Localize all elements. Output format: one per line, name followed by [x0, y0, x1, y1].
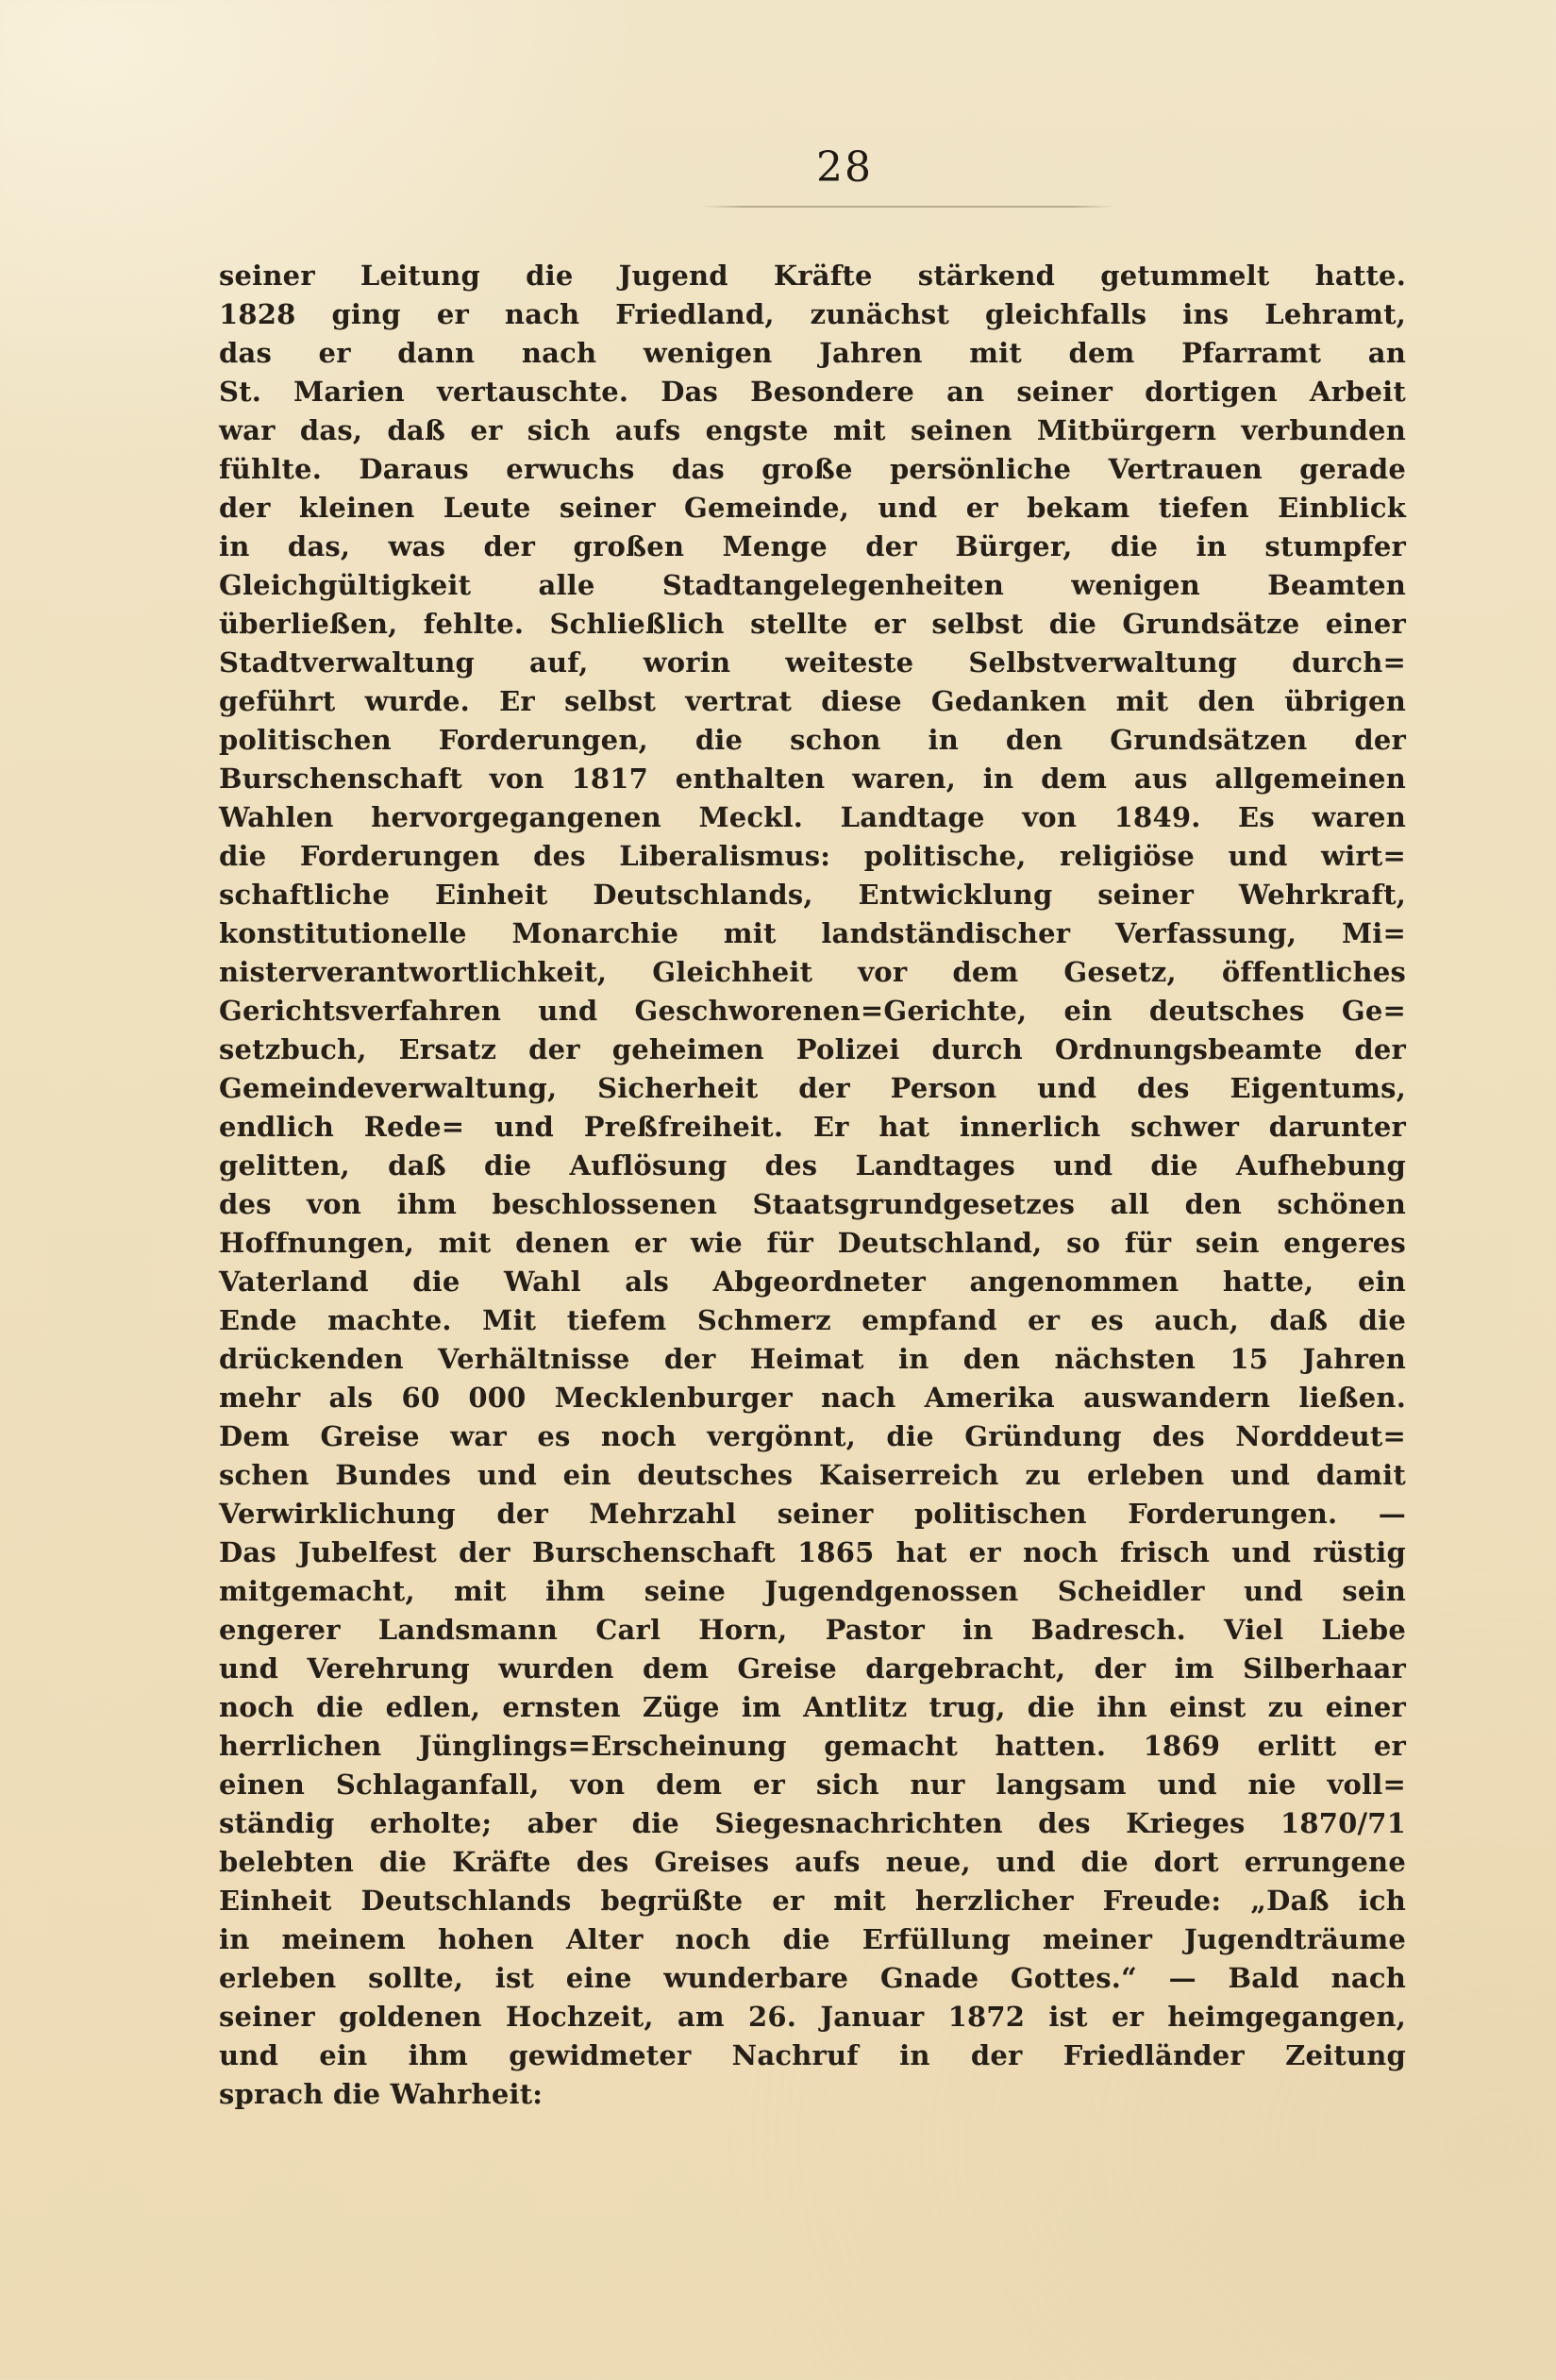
text-line: mehr als 60 000 Mecklenburger nach Amerika auswandern ließen. [219, 1382, 1406, 1414]
text-line: der kleinen Leute seiner Gemeinde, und er bekam tiefen Einblick [219, 492, 1406, 524]
text-line: des von ihm beschlossenen Staatsgrundgesetzes all den schönen [219, 1188, 1406, 1220]
text-line: seiner Leitung die Jugend Kräfte stärkend getummelt hatte. [219, 260, 1406, 292]
text-line: 1828 ging er nach Friedland, zunächst gleichfalls ins Lehramt, [219, 298, 1406, 330]
text-line: war das, daß er sich aufs engste mit seinen Mitbürgern verbunden [219, 414, 1406, 446]
text-line: drückenden Verhältnisse der Heimat in den nächsten 15 Jahren [219, 1343, 1406, 1375]
text-line: Wahlen hervorgegangenen Meckl. Landtage von 1849. Es waren [219, 801, 1406, 833]
text-line: politischen Forderungen, die schon in den Grundsätzen der [219, 724, 1406, 756]
text-line: fühlte. Daraus erwuchs das große persönliche Vertrauen gerade [219, 453, 1406, 485]
text-line: nisterverantwortlichkeit, Gleichheit vor dem Gesetz, öffentliches [219, 956, 1406, 988]
text-line: das er dann nach wenigen Jahren mit dem Pfarramt an [219, 337, 1406, 369]
body-text [219, 257, 1406, 2114]
text-line: gelitten, daß die Auflösung des Landtages und die Aufhebung [219, 1149, 1406, 1182]
text-line: belebten die Kräfte des Greises aufs neue, und die dort errungene [219, 1846, 1406, 1878]
text-line: Dem Greise war es noch vergönnt, die Gründung des Norddeut= [219, 1420, 1406, 1452]
text-line: setzbuch, Ersatz der geheimen Polizei durch Ordnungsbeamte der [219, 1033, 1406, 1065]
page-number-rule [702, 206, 1114, 208]
text-line: Gleichgültigkeit alle Stadtangelegenheiten wenigen Beamten [219, 569, 1406, 601]
text-line: konstitutionelle Monarchie mit landständischer Verfassung, Mi= [219, 917, 1406, 949]
text-line: einen Schlaganfall, von dem er sich nur langsam und nie voll= [219, 1768, 1406, 1801]
text-line: Hoffnungen, mit denen er wie für Deutschland, so für sein engeres [219, 1227, 1406, 1259]
text-line: die Forderungen des Liberalismus: politische, religiöse und wirt= [219, 840, 1406, 872]
text-line: Gerichtsverfahren und Geschworenen=Gerichte, ein deutsches Ge= [219, 995, 1406, 1027]
text-line: noch die edlen, ernsten Züge im Antlitz trug, die ihn einst zu einer [219, 1691, 1406, 1723]
text-line: Verwirklichung der Mehrzahl seiner politischen Forderungen. — [219, 1498, 1406, 1530]
text-line: mitgemacht, mit ihm seine Jugendgenossen Scheidler und sein [219, 1575, 1406, 1607]
text-line: herrlichen Jünglings=Erscheinung gemacht hatten. 1869 erlitt er [219, 1730, 1406, 1762]
text-line: Ende machte. Mit tiefem Schmerz empfand er es auch, daß die [219, 1304, 1406, 1336]
page-number: 28 [816, 143, 873, 192]
text-line: überließen, fehlte. Schließlich stellte er selbst die Grundsätze einer [219, 608, 1406, 640]
text-line: endlich Rede= und Preßfreiheit. Er hat innerlich schwer darunter [219, 1111, 1406, 1143]
text-line: Das Jubelfest der Burschenschaft 1865 hat er noch frisch und rüstig [219, 1536, 1406, 1568]
text-line: Burschenschaft von 1817 enthalten waren, in dem aus allgemeinen [219, 763, 1406, 795]
text-line: seiner goldenen Hochzeit, am 26. Januar 1872 ist er heimgegangen, [219, 2001, 1406, 2033]
text-line: und Verehrung wurden dem Greise dargebracht, der im Silberhaar [219, 1652, 1406, 1684]
text-line: engerer Landsmann Carl Horn, Pastor in Badresch. Viel Liebe [219, 1614, 1406, 1646]
text-line: erleben sollte, ist eine wunderbare Gnade Gottes.“ — Bald nach [219, 1962, 1406, 1994]
text-line: geführt wurde. Er selbst vertrat diese Gedanken mit den übrigen [219, 685, 1406, 717]
text-line: und ein ihm gewidmeter Nachruf in der Friedländer Zeitung [219, 2039, 1406, 2071]
text-line: Einheit Deutschlands begrüßte er mit herzlicher Freude: „Daß ich [219, 1885, 1406, 1917]
text-line: sprach die Wahrheit: [219, 2078, 544, 2110]
text-line: in meinem hohen Alter noch die Erfüllung meiner Jugendträume [219, 1923, 1406, 1955]
text-line: Gemeindeverwaltung, Sicherheit der Person und des Eigentums, [219, 1072, 1406, 1104]
text-line: schen Bundes und ein deutsches Kaiserreich zu erleben und damit [219, 1459, 1406, 1491]
text-line: schaftliche Einheit Deutschlands, Entwicklung seiner Wehrkraft, [219, 879, 1406, 911]
text-line: in das, was der großen Menge der Bürger, die in stumpfer [219, 530, 1406, 562]
text-line: Stadtverwaltung auf, worin weiteste Selbstverwaltung durch= [219, 646, 1406, 679]
text-line: ständig erholte; aber die Siegesnachrichten des Krieges 1870/71 [219, 1807, 1406, 1839]
text-line: St. Marien vertauschte. Das Besondere an seiner dortigen Arbeit [219, 376, 1406, 408]
text-line: Vaterland die Wahl als Abgeordneter angenommen hatte, ein [219, 1265, 1406, 1298]
